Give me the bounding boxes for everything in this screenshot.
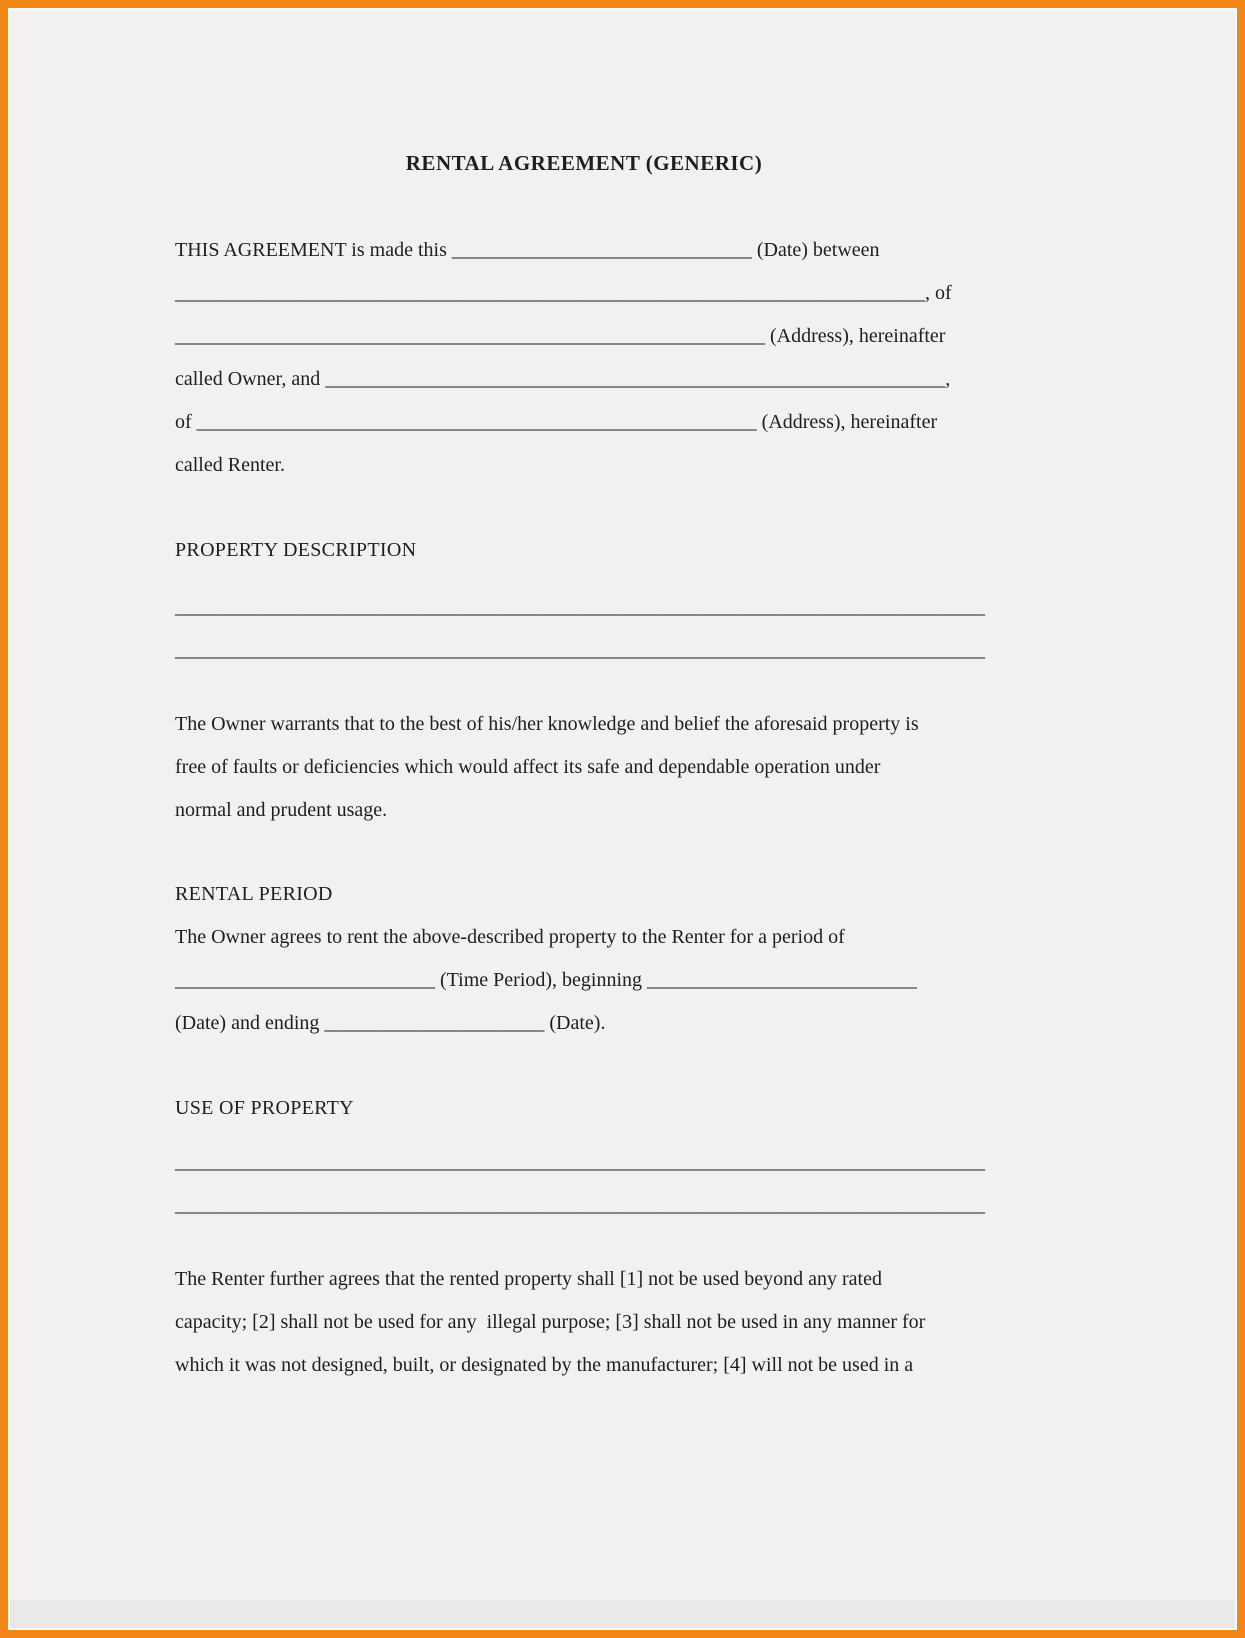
- page-bottom-shade: [10, 1600, 1235, 1628]
- blank-fill-line: _________________________________________________________________________________: [175, 1151, 985, 1173]
- property-description-blanks: [175, 586, 993, 672]
- blank-fill-line: _________________________________________________________________________________: [175, 596, 985, 618]
- blank-fill-line: _________________________________________________________________________________: [175, 639, 985, 661]
- rental-period-heading: RENTAL PERIOD: [175, 883, 333, 905]
- renter-obligations-line: capacity; [2] shall not be used for any illegal purpose; [3] shall not be used in any manner for: [175, 1311, 926, 1333]
- intro-line: called Owner, and ______________________________________________________________,: [175, 368, 951, 390]
- warranty-paragraph: [175, 703, 993, 832]
- warranty-line: normal and prudent usage.: [175, 799, 388, 821]
- renter-obligations-line: The Renter further agrees that the rented property shall [1] not be used beyond any rated: [175, 1268, 882, 1290]
- rental-period-line: The Owner agrees to rent the above-described property to the Renter for a period of: [175, 926, 845, 948]
- intro-line: called Renter.: [175, 454, 285, 476]
- intro-line: ___________________________________________________________ (Address), hereinafter: [175, 325, 946, 347]
- warranty-line: The Owner warrants that to the best of his/her knowledge and belief the aforesaid property is: [175, 713, 919, 735]
- renter-obligations-paragraph: [175, 1258, 993, 1387]
- blank-fill-line: _________________________________________________________________________________: [175, 1194, 985, 1216]
- intro-line: THIS AGREEMENT is made this ______________________________ (Date) between: [175, 239, 880, 261]
- intro-line: of ________________________________________________________ (Address), hereinafter: [175, 411, 938, 433]
- use-of-property-heading: USE OF PROPERTY: [175, 1097, 354, 1119]
- warranty-line: free of faults or deficiencies which would affect its safe and dependable operation under: [175, 756, 881, 778]
- rental-period-line: (Date) and ending ______________________ (Date).: [175, 1012, 606, 1034]
- document-page: [8, 8, 1237, 1630]
- document-title: RENTAL AGREEMENT (GENERIC): [405, 151, 763, 175]
- rental-period-paragraph: [175, 916, 993, 1045]
- document-content: [175, 10, 993, 1387]
- intro-line: ___________________________________________________________________________, of: [175, 282, 952, 304]
- renter-obligations-line: which it was not designed, built, or designated by the manufacturer; [4] will not be used in a: [175, 1354, 914, 1376]
- rental-period-line: __________________________ (Time Period), beginning ___________________________: [175, 969, 918, 991]
- use-of-property-blanks: [175, 1141, 993, 1227]
- property-description-heading: PROPERTY DESCRIPTION: [175, 539, 417, 561]
- agreement-intro-paragraph: [175, 229, 993, 487]
